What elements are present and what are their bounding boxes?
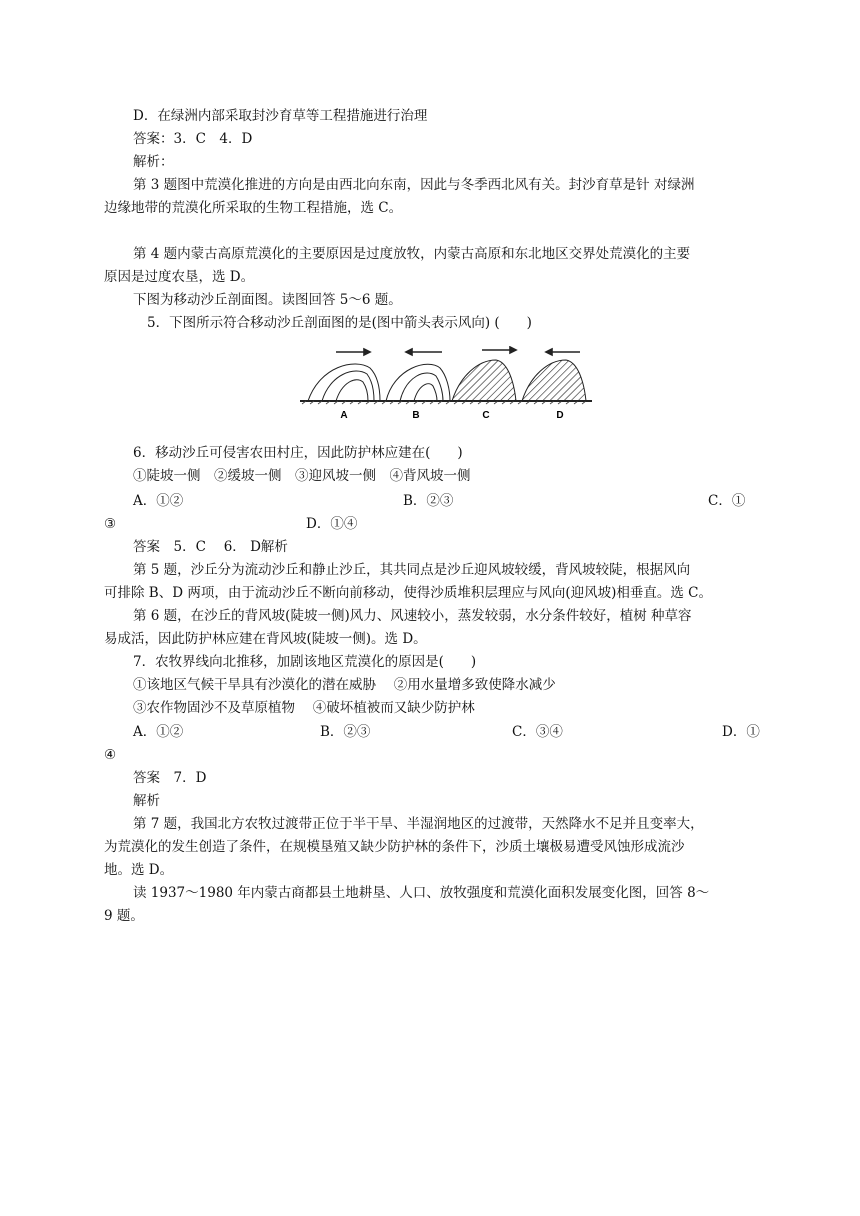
question-7-items-1: ①该地区气候干旱具有沙漠化的潜在威胁 ②用水量增多致使降水减少	[133, 677, 556, 693]
intro-questions-5-6: 下图为移动沙丘剖面图。读图回答 5～6 题。	[133, 292, 402, 308]
explanation-6-line2: 易成活，因此防护林应建在背风坡(陡坡一侧)。选 D。	[104, 631, 427, 647]
q7-option-b: B．②③	[320, 724, 371, 740]
sand-dune-profile-figure	[300, 346, 592, 424]
q6-option-d: D．①④	[306, 516, 358, 532]
dune-b	[386, 364, 450, 401]
dune-c	[452, 360, 516, 401]
q7-option-c: C．③④	[512, 724, 563, 740]
label-c: C	[482, 410, 490, 421]
dune-a	[308, 364, 380, 401]
question-6: 6．移动沙丘可侵害农田村庄，因此防护林应建在( )	[133, 445, 463, 461]
q7-option-d: D．①	[722, 724, 760, 740]
question-6-items: ①陡坡一侧 ②缓坡一侧 ③迎风坡一侧 ④背风坡一侧	[133, 468, 471, 484]
explanation-3-line1: 第 3 题图中荒漠化推进的方向是由西北向东南，因此与冬季西北风有关。封沙育草是针 对绿洲	[133, 177, 695, 193]
question-5: 5．下图所示符合移动沙丘剖面图的是(图中箭头表示风向) ( )	[147, 315, 532, 331]
answer-7: 答案 7．D	[133, 770, 207, 786]
explanation-7-line1: 第 7 题，我国北方农牧过渡带正位于半干旱、半湿润地区的过渡带，天然降水不足并且变率大，	[133, 816, 704, 832]
arrow-c	[482, 347, 516, 353]
answer-5-6: 答案 5．C 6． D解析	[133, 539, 288, 555]
label-b: B	[412, 410, 420, 421]
q4-option-d: D．在绿洲内部采取封沙育草等工程措施进行治理	[133, 108, 428, 124]
q6-option-b: B．②③	[403, 493, 454, 509]
q6-option-c: C．①	[708, 493, 746, 509]
explanation-7-line2: 为荒漠化的发生创造了条件，在规模垦殖又缺少防护林的条件下，沙质土壤极易遭受风蚀形成流沙	[104, 839, 685, 855]
arrow-d	[546, 349, 580, 355]
analysis-label: 解析：	[133, 154, 174, 170]
explanation-6-line1: 第 6 题，在沙丘的背风坡(陡坡一侧)风力、风速较小，蒸发较弱，水分条件较好，植树 种草容	[133, 608, 692, 624]
intro-questions-8-9-line2: 9 题。	[104, 908, 144, 924]
label-a: A	[340, 410, 348, 421]
explanation-7-line3: 地。选 D。	[104, 862, 174, 878]
explanation-4-line2: 原因是过度农垦，选 D。	[104, 269, 255, 285]
question-7: 7．农牧界线向北推移，加剧该地区荒漠化的原因是( )	[133, 654, 477, 670]
q7-option-d-cont: ④	[104, 747, 117, 763]
analysis-label-2: 解析	[133, 793, 160, 809]
q6-option-c-cont: ③	[104, 516, 117, 532]
dune-d	[522, 360, 586, 401]
label-d: D	[556, 410, 564, 421]
explanation-3-line2: 边缘地带的荒漠化所采取的生物工程措施，选 C。	[104, 200, 403, 216]
q7-option-a: A．①②	[133, 724, 184, 740]
arrow-a	[336, 349, 370, 355]
question-7-items-2: ③农作物固沙不及草原植物 ④破坏植被而又缺少防护林	[133, 700, 475, 716]
explanation-4-line1: 第 4 题内蒙古高原荒漠化的主要原因是过度放牧，内蒙古高原和东北地区交界处荒漠化的主要	[133, 246, 691, 262]
q6-option-a: A．①②	[133, 493, 184, 509]
explanation-5-line1: 第 5 题，沙丘分为流动沙丘和静止沙丘，其共同点是沙丘迎风坡较缓，背风坡较陡，根据风向	[133, 562, 691, 578]
arrow-b	[406, 349, 442, 355]
answer-3-4: 答案：3．C 4．D	[133, 131, 253, 147]
intro-questions-8-9-line1: 读 1937～1980 年内蒙古商都县土地耕垦、人口、放牧强度和荒漠化面积发展变化图，回答 8～	[133, 885, 710, 901]
explanation-5-line2: 可排除 B、D 两项，由于流动沙丘不断向前移动，使得沙质堆积层理应与风向(迎风坡)相垂直。选 C。	[104, 585, 712, 601]
